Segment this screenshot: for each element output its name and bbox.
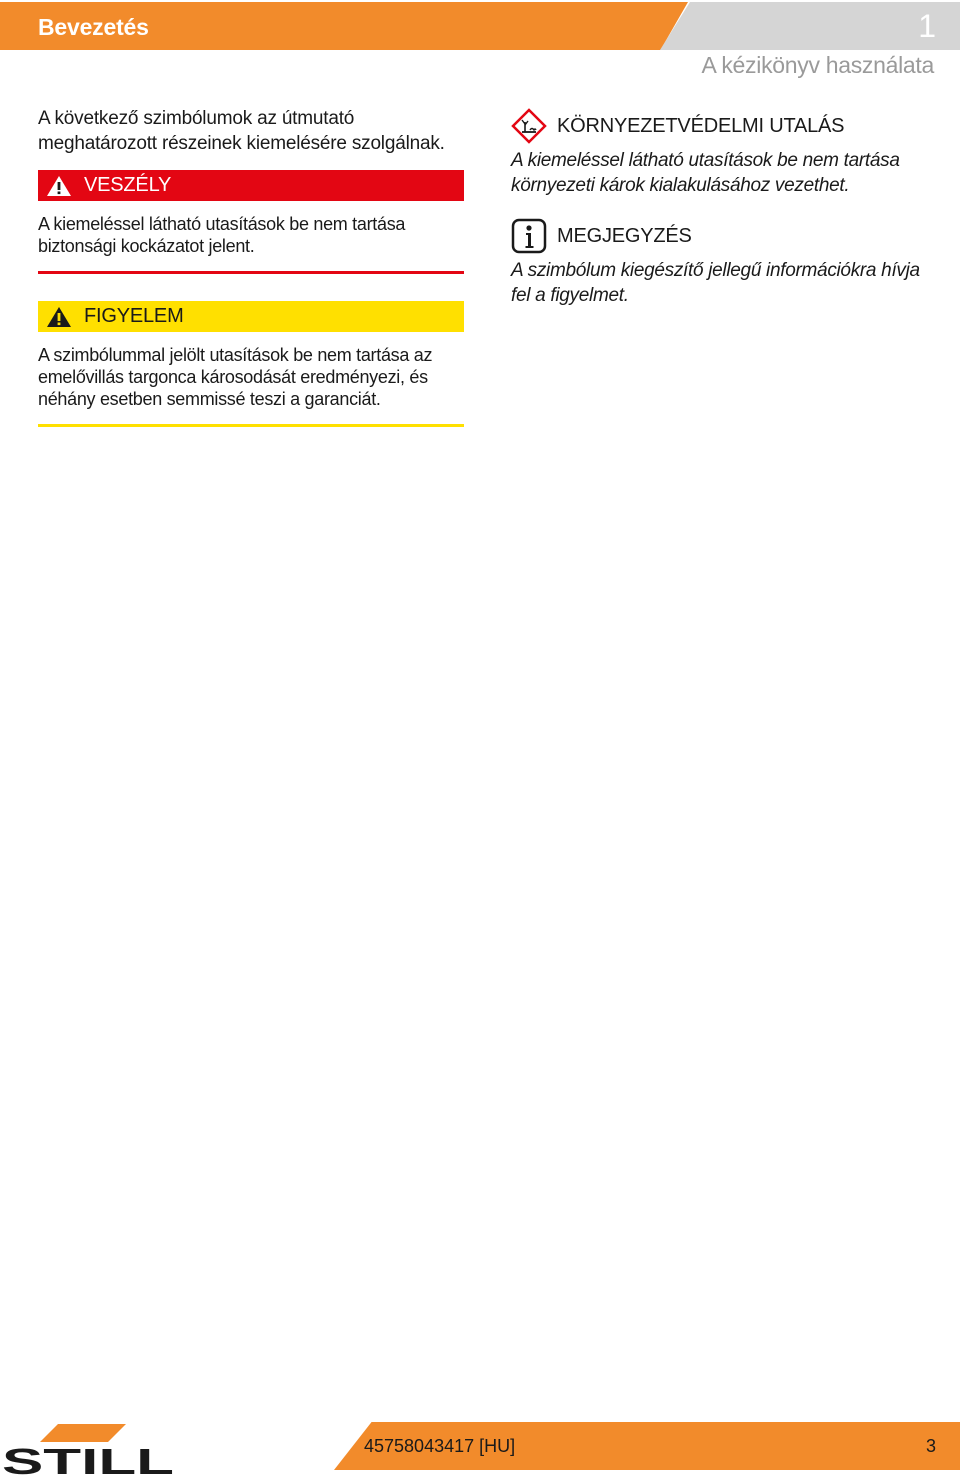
header-grey-band bbox=[660, 2, 960, 50]
danger-notice bbox=[38, 170, 464, 274]
page-number: 3 bbox=[925, 1436, 936, 1456]
section-title: A kézikönyv használata bbox=[701, 52, 934, 78]
chapter-title: Bevezetés bbox=[38, 14, 149, 40]
note-label: MEGJEGYZÉS bbox=[557, 224, 692, 247]
note-text: A szimbólum kiegészítő jellegű információkra hívja fel a figyelmet. bbox=[511, 260, 920, 306]
environment-text: A kiemeléssel látható utasítások be nem tartása környezeti károk kialakulásához vezethet. bbox=[511, 150, 900, 196]
environment-hazard-icon bbox=[511, 108, 547, 144]
warning-triangle-icon bbox=[46, 175, 72, 197]
caution-notice bbox=[38, 301, 464, 427]
caution-header bbox=[38, 301, 464, 332]
caution-divider bbox=[38, 424, 464, 427]
right-column bbox=[511, 106, 941, 308]
danger-text: A kiemeléssel látható utasítások be nem tartása biztonsági kockázatot jelent. bbox=[38, 214, 406, 256]
page-footer bbox=[0, 1418, 960, 1480]
document-number: 45758043417 [HU] bbox=[364, 1436, 516, 1456]
page-header bbox=[0, 0, 960, 52]
environment-heading bbox=[511, 106, 941, 146]
danger-label: VESZÉLY bbox=[84, 174, 172, 196]
still-logo bbox=[0, 1420, 180, 1476]
danger-header bbox=[38, 170, 464, 201]
chapter-number: 1 bbox=[918, 8, 936, 44]
info-icon bbox=[511, 218, 547, 254]
note-notice bbox=[511, 216, 941, 308]
left-column bbox=[38, 106, 464, 427]
caution-text: A szimbólummal jelölt utasítások be nem tartása az emelővillás targonca károsodását eredményezi, és néhány esetben semmissé teszi a garanciát. bbox=[38, 345, 433, 409]
warning-triangle-icon bbox=[46, 306, 72, 328]
caution-label: FIGYELEM bbox=[84, 305, 184, 327]
danger-divider bbox=[38, 271, 464, 274]
note-heading bbox=[511, 216, 941, 256]
intro-paragraph: A következő szimbólumok az útmutató meghatározott részeinek kiemelésére szolgálnak. bbox=[38, 108, 445, 154]
brand-wordmark: STILL bbox=[2, 1441, 174, 1476]
environment-label: KÖRNYEZETVÉDELMI UTALÁS bbox=[557, 114, 845, 137]
